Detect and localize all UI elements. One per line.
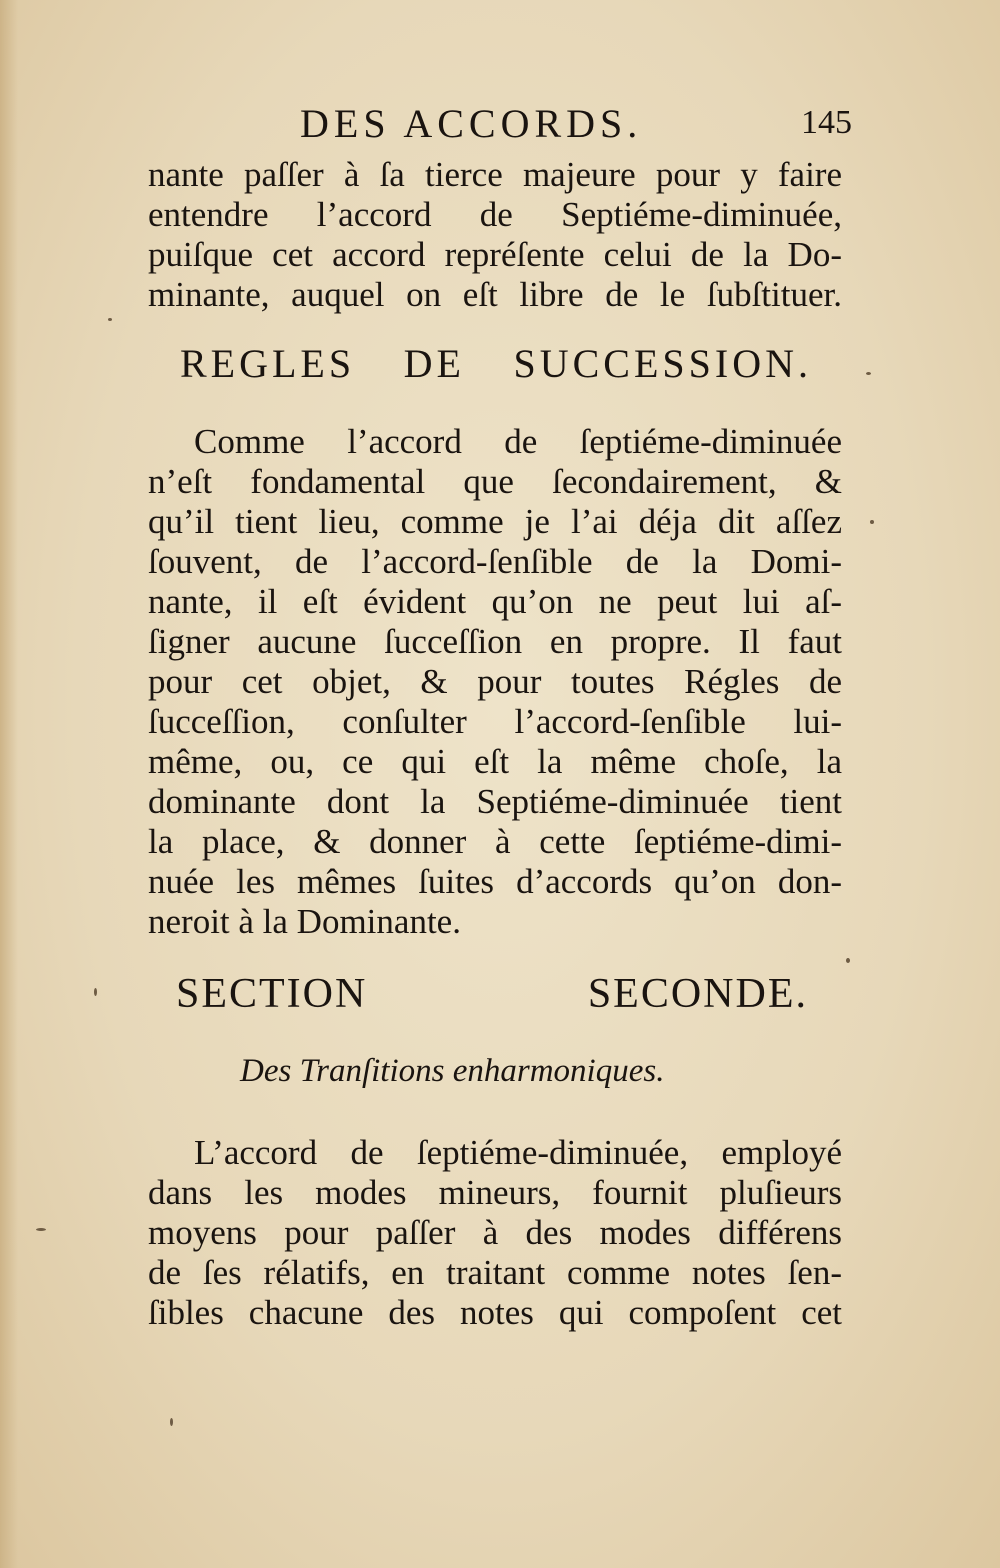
paper-speck xyxy=(36,1228,46,1231)
text-line: même, ou, ce qui eſt la même choſe, la xyxy=(148,742,842,781)
text-line: ſigner aucune ſucceſſion en propre. Il faut xyxy=(148,622,842,661)
text-line: dominante dont la Septiéme-diminuée tient xyxy=(148,782,842,821)
paper-speck xyxy=(866,372,871,375)
section-heading-rules: REGLES DE SUCCESSION. xyxy=(180,341,812,386)
text-line: nuée les mêmes ſuites d’accords qu’on don- xyxy=(148,862,842,901)
text-line: dans les modes mineurs, fournit pluſieurs xyxy=(148,1173,842,1212)
paper-speck xyxy=(170,1418,173,1426)
text-line: ſibles chacune des notes qui compoſent cet xyxy=(148,1293,842,1332)
running-head: DES ACCORDS. xyxy=(300,101,643,146)
paper-speck xyxy=(846,958,850,963)
text-line: puiſque cet accord repréſente celui de la Do- xyxy=(148,235,842,274)
text-line: neroit à la Dominante. xyxy=(148,902,461,941)
text-line: ſucceſſion, conſulter l’accord-ſenſible lui- xyxy=(148,702,842,741)
text-line: L’accord de ſeptiéme-diminuée, employé xyxy=(194,1133,842,1172)
page-header xyxy=(300,100,852,148)
text-line: minante, auquel on eſt libre de le ſubſtituer. xyxy=(148,275,842,314)
text-line: moyens pour paſſer à des modes différens xyxy=(148,1213,842,1252)
text-line: n’eſt fondamental que ſecondairement, & xyxy=(148,462,842,501)
paper-speck xyxy=(94,988,97,996)
text-line: nante, il eſt évident qu’on ne peut lui aſ- xyxy=(148,582,842,621)
text-line: entendre l’accord de Septiéme-diminuée, xyxy=(148,195,842,234)
paper-speck xyxy=(870,520,874,524)
subheading-transitions: Des Tranſitions enharmoniques. xyxy=(240,1053,665,1089)
section-heading-second: SECTION SECONDE. xyxy=(176,971,808,1017)
text-line: pour cet objet, & pour toutes Régles de xyxy=(148,662,842,701)
paper-speck xyxy=(108,318,112,321)
text-line: nante paſſer à ſa tierce majeure pour y faire xyxy=(148,155,842,194)
page-number: 145 xyxy=(801,104,852,141)
page-edge-shadow xyxy=(0,0,18,1568)
text-line: ſouvent, de l’accord-ſenſible de la Domi- xyxy=(148,542,842,581)
text-line: Comme l’accord de ſeptiéme-diminuée xyxy=(194,422,842,461)
text-line: de ſes rélatifs, en traitant comme notes ſen- xyxy=(148,1253,842,1292)
text-line: qu’il tient lieu, comme je l’ai déja dit aſſez xyxy=(148,502,842,541)
text-line: la place, & donner à cette ſeptiéme-dimi- xyxy=(148,822,842,861)
